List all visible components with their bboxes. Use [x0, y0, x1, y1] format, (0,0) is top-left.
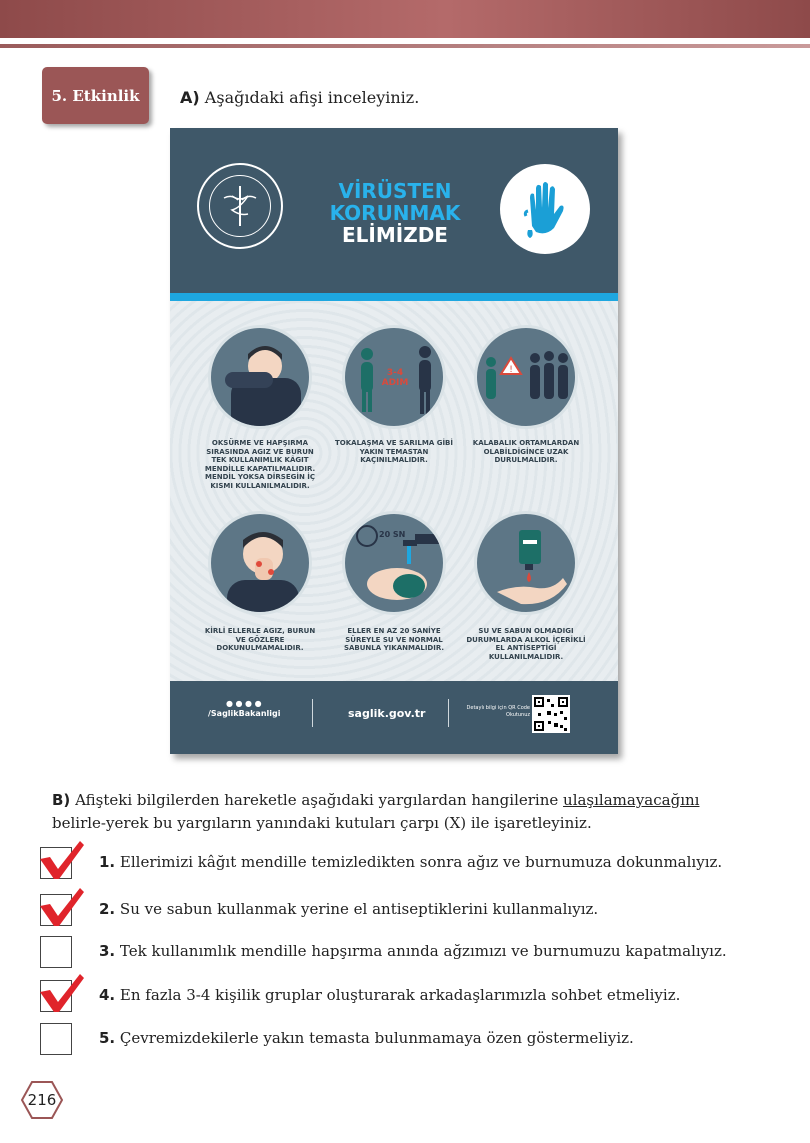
activity-label: 5. Etkinlik [42, 67, 149, 124]
poster-title-line3: ELİMİZDE [342, 223, 448, 247]
footer-qr-text: Detaylı bilgi için QR Code Okutunuz [466, 705, 530, 718]
checkbox-3[interactable] [40, 936, 72, 968]
poster-body [170, 301, 618, 681]
face-touch-icon [208, 511, 312, 615]
page-number [21, 1080, 63, 1120]
poster-title-line2: KORUNMAK [329, 201, 461, 225]
hand-wash-icon [500, 164, 590, 254]
part-b-text-before: Afişteki bilgilerden hareketle aşağıdaki yargılardan hangilerine [75, 791, 559, 809]
red-check-icon [36, 837, 86, 883]
footer-separator [448, 699, 449, 727]
part-a-text: Aşağıdaki afişi inceleyiniz. [204, 88, 420, 107]
caption-contact: TOKALAŞMA VE SARILMA GİBİ YAKIN TEMASTAN KAÇINILMALIDIR. [335, 439, 453, 464]
red-check-icon [36, 884, 86, 930]
page-number-text: 216 [27, 1091, 57, 1109]
statement-item-1 [40, 847, 770, 881]
distance-label-bottom: ADIM [381, 378, 409, 388]
red-check-icon [36, 970, 86, 1016]
footer-social: /SaglikBakanligi [208, 709, 281, 718]
crowd-icon [474, 325, 578, 429]
top-banner [0, 0, 810, 38]
top-divider [0, 44, 810, 48]
hand-washing-icon [342, 511, 446, 615]
statement-item-2 [40, 894, 770, 928]
part-b-text-after: belirle-yerek bu yargıların yanındaki kutuları çarpı (X) ile işaretleyiniz. [52, 814, 592, 832]
part-b-letter: B) [52, 791, 71, 809]
footer-site: saglik.gov.tr [348, 707, 426, 720]
sanitizer-icon [474, 511, 578, 615]
social-icons: ● ● ● ● [226, 699, 262, 708]
poster-title-line1: VİRÜSTEN [338, 179, 452, 203]
statement-text-5: 5. Çevremizdekilerle yakın temasta bulunmamaya özen göstermeliyiz. [99, 1029, 634, 1047]
statement-item-4 [40, 980, 770, 1014]
caption-face: KİRLİ ELLERLE AGIZ, BURUN VE GÖZLERE DOKUNULMAMALIDIR. [204, 627, 316, 652]
checkbox-5[interactable] [40, 1023, 72, 1055]
footer-separator [312, 699, 313, 727]
caption-crowd: KALABALIK ORTAMLARDAN OLABİLDİGİNCE UZAK DURULMALIDIR. [472, 439, 580, 464]
timer-label: 20 SN [379, 530, 406, 539]
caption-wash: ELLER EN AZ 20 SANİYE SÜREYLE SU VE NORMAL SABUNLA YIKANMALIDIR. [343, 627, 445, 652]
poster-image [170, 128, 618, 754]
statement-text-1: 1. Ellerimizi kâğıt mendille temizledikten sonra ağız ve burnumuza dokunmalıyız. [99, 853, 723, 871]
distance-label-top: 3-4 [386, 368, 404, 378]
poster-footer [170, 681, 618, 754]
statement-text-3: 3. Tek kullanımlık mendille hapşırma anında ağzımızı ve burnumuzu kapatmalıyız. [99, 942, 727, 960]
statement-text-4: 4. En fazla 3-4 kişilik gruplar oluşturarak arkadaşlarımızla sohbet etmeliyiz. [99, 986, 681, 1004]
part-b-instruction [52, 789, 752, 835]
poster-title [320, 180, 470, 246]
caption-sneeze: OKSÜRME VE HAPŞIRMA SIRASINDA AGIZ VE BURUN TEK KULLANIMLIK KÂGIT MENDİLLE KAPATILMALIDIR. MENDİL YOKSA DİRSEGİN İÇ KISMI KULLANILMALIDIR. [204, 439, 316, 490]
poster-stripe [170, 293, 618, 301]
part-a-instruction [180, 88, 419, 107]
part-a-letter: A) [180, 88, 200, 107]
part-b-underlined: ulaşılamayacağını [563, 791, 700, 809]
ministry-seal-icon [197, 163, 283, 249]
caption-sanitizer: SU VE SABUN OLMADIGI DURUMLARDA ALKOL İÇERİKLİ EL ANTİSEPTİGİ KULLANILMALIDIR. [466, 627, 586, 661]
statement-item-5 [40, 1023, 770, 1057]
svg-text:!: ! [509, 365, 513, 375]
qr-code-icon [532, 695, 570, 733]
statement-text-2: 2. Su ve sabun kullanmak yerine el antiseptiklerini kullanmalıyız. [99, 900, 599, 918]
poster-header [170, 128, 618, 296]
statement-item-3 [40, 936, 770, 970]
sneeze-elbow-icon [208, 325, 312, 429]
distance-icon [342, 325, 446, 429]
